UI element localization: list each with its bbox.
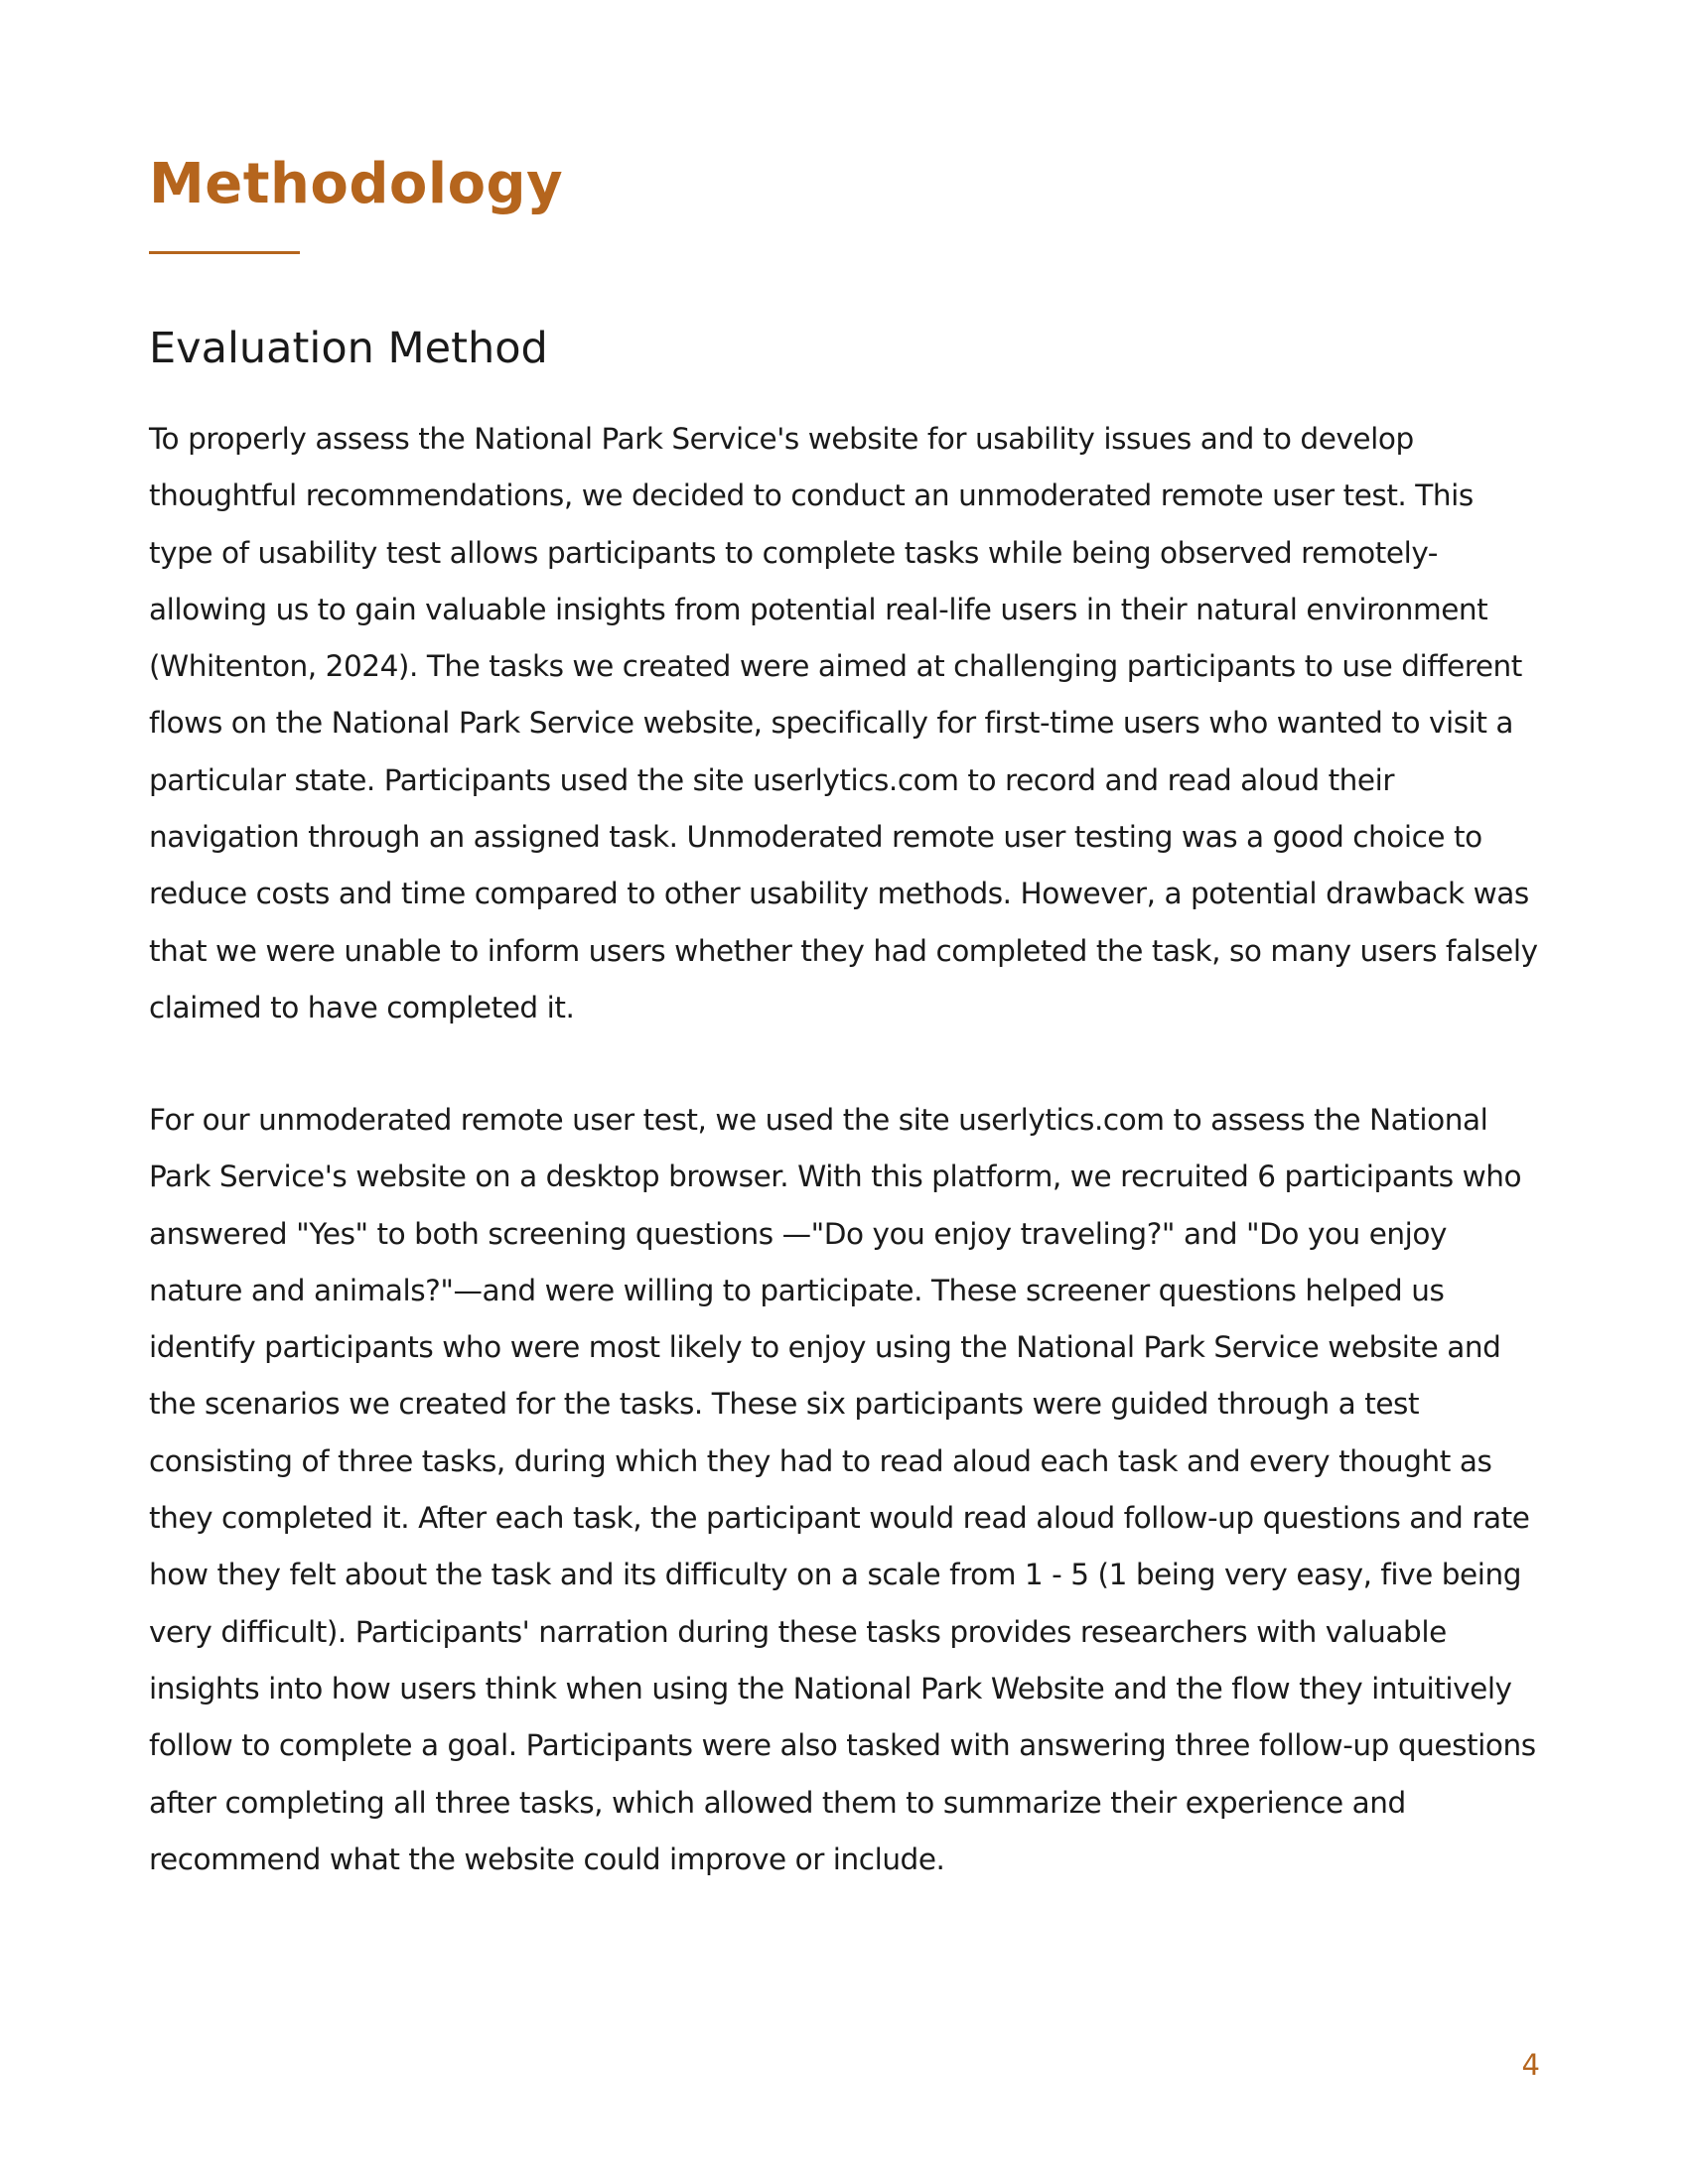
page-number: 4: [1521, 2048, 1540, 2082]
title-underline-rule: [149, 251, 300, 254]
section-title: Methodology: [149, 152, 564, 216]
subsection-heading: Evaluation Method: [149, 324, 548, 373]
body-paragraph-1: To properly assess the National Park Service's website for usability issues and to develop thoughtful recommendations, we decided to conduct an unmoderated remote user test. This type of usability test allows participants to complete tasks while being observed remotely- allowing us to gain valuable insights from potential real-life users in their natural environment (Whitenton, 2024). The tasks we created were aimed at challenging participants to use different flows on the National Park Service website, specifically for first-time users who wanted to visit a particular state. Participants used the site userlytics.com to record and read aloud their navigation through an assigned task. Unmoderated remote user testing was a good choice to reduce costs and time compared to other usability methods. However, a potential drawback was that we were unable to inform users whether they had completed the task, so many users falsely claimed to have completed it.: [149, 422, 1538, 1024]
body-paragraph-2: For our unmoderated remote user test, we used the site userlytics.com to assess the National Park Service's website on a desktop browser. With this platform, we recruited 6 participants who answered "Yes" to both screening questions —"Do you enjoy traveling?" and "Do you enjoy nature and animals?"—and were willing to participate. These screener questions helped us identify participants who were most likely to enjoy using the National Park Service website and the scenarios we created for the tasks. These six participants were guided through a test consisting of three tasks, during which they had to read aloud each task and every thought as they completed it. After each task, the participant would read aloud follow-up questions and rate how they felt about the task and its difficulty on a scale from 1 - 5 (1 being very easy, five being very difficult). Participants' narration during these tasks provides researchers with valuable insights into how users think when using the National Park Website and the flow they intuitively follow to complete a goal. Participants were also tasked with answering three follow-up questions after completing all three tasks, which allowed them to summarize their experience and recommend what the website could improve or include.: [149, 1103, 1536, 1876]
